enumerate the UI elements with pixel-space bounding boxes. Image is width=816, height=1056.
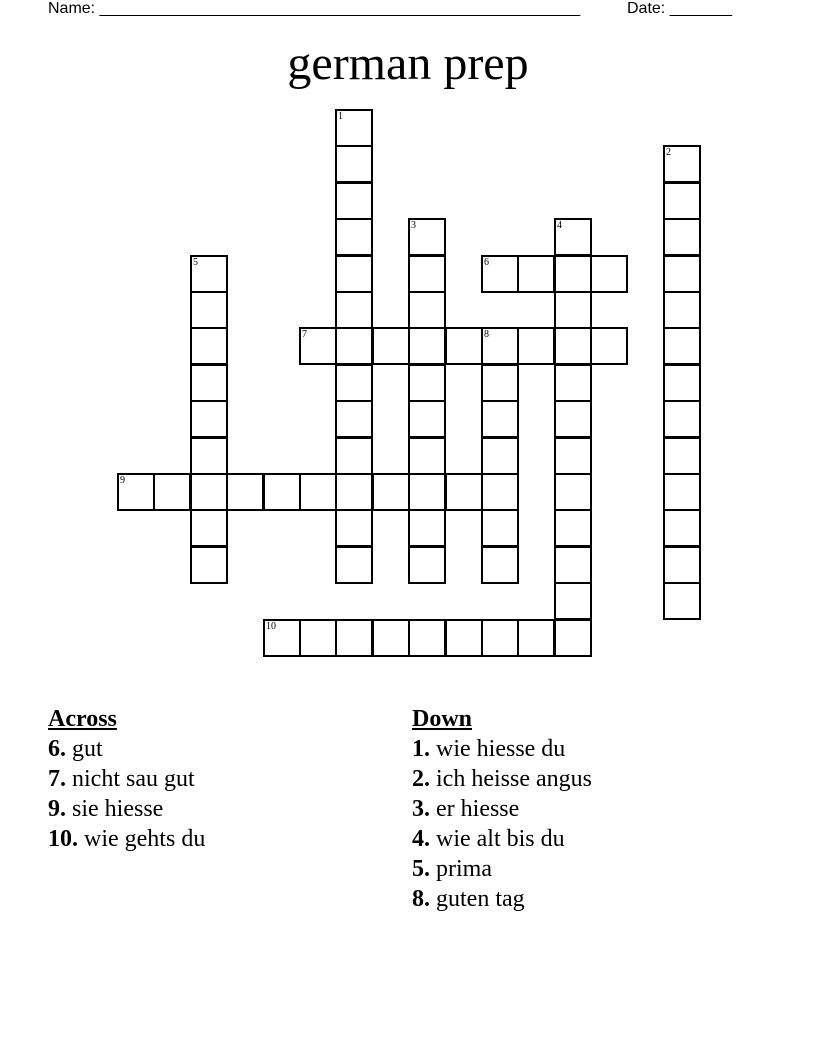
clue-text: wie alt bis du — [436, 826, 565, 852]
clue-down — [412, 734, 592, 764]
grid-cell[interactable] — [663, 291, 701, 329]
cell-number: 1 — [338, 111, 343, 122]
clue-number: 8. — [412, 886, 430, 912]
grid-cell[interactable] — [408, 255, 446, 293]
grid-cell[interactable] — [663, 327, 701, 365]
grid-cell[interactable] — [335, 182, 373, 220]
date-field: Date: _______ — [627, 0, 732, 17]
grid-cell[interactable] — [554, 473, 592, 511]
grid-cell[interactable] — [663, 400, 701, 438]
grid-cell[interactable] — [554, 582, 592, 620]
grid-cell[interactable] — [517, 255, 555, 293]
cell-number: 3 — [411, 220, 416, 231]
grid-cell[interactable] — [554, 364, 592, 402]
grid-cell[interactable] — [517, 327, 555, 365]
grid-cell[interactable] — [663, 218, 701, 256]
grid-cell[interactable] — [408, 400, 446, 438]
grid-cell[interactable] — [554, 255, 592, 293]
grid-cell[interactable] — [226, 473, 264, 511]
clue-text: er hiesse — [436, 796, 520, 822]
grid-cell[interactable] — [408, 218, 446, 256]
grid-cell[interactable] — [481, 509, 519, 547]
grid-cell[interactable] — [408, 291, 446, 329]
grid-cell[interactable] — [590, 327, 628, 365]
clue-text: wie gehts du — [84, 826, 206, 852]
grid-cell[interactable] — [481, 473, 519, 511]
grid-cell[interactable] — [335, 218, 373, 256]
grid-cell[interactable] — [335, 619, 373, 657]
down-heading: Down — [412, 706, 473, 732]
clue-number: 7. — [48, 766, 66, 792]
grid-cell[interactable] — [517, 619, 555, 657]
grid-cell[interactable] — [263, 619, 301, 657]
clue-across — [48, 824, 205, 854]
cell-number: 7 — [302, 329, 307, 340]
cell-number: 4 — [557, 220, 562, 231]
grid-cell[interactable] — [445, 619, 483, 657]
grid-cell[interactable] — [481, 364, 519, 402]
grid-cell[interactable] — [335, 546, 373, 584]
clue-text: wie hiesse du — [436, 736, 566, 762]
grid-cell[interactable] — [554, 400, 592, 438]
grid-cell[interactable] — [445, 327, 483, 365]
clue-text: prima — [436, 856, 492, 882]
clue-number: 10. — [48, 826, 78, 852]
grid-cell[interactable] — [299, 327, 337, 365]
grid-cell[interactable] — [481, 255, 519, 293]
cell-number: 6 — [484, 257, 489, 268]
grid-cell[interactable] — [335, 291, 373, 329]
cell-number: 8 — [484, 329, 489, 340]
grid-cell[interactable] — [335, 364, 373, 402]
clue-number: 3. — [412, 796, 430, 822]
grid-cell[interactable] — [408, 364, 446, 402]
grid-cell[interactable] — [554, 509, 592, 547]
grid-cell[interactable] — [554, 437, 592, 475]
cell-number: 2 — [666, 147, 671, 158]
grid-cell[interactable] — [481, 437, 519, 475]
grid-cell[interactable] — [190, 255, 228, 293]
clue-text: nicht sau gut — [72, 766, 195, 792]
clue-text: gut — [72, 736, 103, 762]
grid-cell[interactable] — [445, 473, 483, 511]
grid-cell[interactable] — [663, 255, 701, 293]
clue-text: ich heisse angus — [436, 766, 592, 792]
clue-down — [412, 764, 592, 794]
clue-across — [48, 734, 205, 764]
grid-cell[interactable] — [335, 437, 373, 475]
clue-number: 5. — [412, 856, 430, 882]
clue-number: 1. — [412, 736, 430, 762]
grid-cell[interactable] — [190, 509, 228, 547]
clue-number: 2. — [412, 766, 430, 792]
grid-cell[interactable] — [554, 327, 592, 365]
grid-cell[interactable] — [335, 327, 373, 365]
clue-text: guten tag — [436, 886, 525, 912]
grid-cell[interactable] — [554, 546, 592, 584]
grid-cell[interactable] — [408, 327, 446, 365]
grid-cell[interactable] — [299, 619, 337, 657]
grid-cell[interactable] — [335, 109, 373, 147]
clue-across — [48, 764, 205, 794]
grid-cell[interactable] — [263, 473, 301, 511]
grid-cell[interactable] — [481, 546, 519, 584]
across-heading: Across — [48, 706, 117, 732]
clue-down — [412, 884, 592, 914]
grid-cell[interactable] — [117, 473, 155, 511]
grid-cell[interactable] — [663, 364, 701, 402]
grid-cell[interactable] — [663, 509, 701, 547]
grid-cell[interactable] — [335, 509, 373, 547]
grid-cell[interactable] — [372, 619, 410, 657]
clue-number: 4. — [412, 826, 430, 852]
clue-number: 9. — [48, 796, 66, 822]
grid-cell[interactable] — [190, 546, 228, 584]
grid-cell[interactable] — [335, 400, 373, 438]
grid-cell[interactable] — [663, 582, 701, 620]
grid-cell[interactable] — [408, 509, 446, 547]
grid-cell[interactable] — [299, 473, 337, 511]
grid-cell[interactable] — [190, 437, 228, 475]
grid-cell[interactable] — [554, 291, 592, 329]
clue-number: 6. — [48, 736, 66, 762]
grid-cell[interactable] — [663, 437, 701, 475]
grid-cell[interactable] — [190, 400, 228, 438]
grid-cell[interactable] — [372, 473, 410, 511]
grid-cell[interactable] — [408, 437, 446, 475]
grid-cell[interactable] — [663, 546, 701, 584]
cell-number: 5 — [193, 257, 198, 268]
grid-cell[interactable] — [481, 327, 519, 365]
clue-across — [48, 794, 205, 824]
grid-cell[interactable] — [335, 255, 373, 293]
clue-down — [412, 794, 592, 824]
grid-cell[interactable] — [408, 473, 446, 511]
grid-cell[interactable] — [190, 327, 228, 365]
grid-cell[interactable] — [190, 291, 228, 329]
grid-cell[interactable] — [554, 218, 592, 256]
grid-cell[interactable] — [408, 546, 446, 584]
grid-cell[interactable] — [663, 145, 701, 183]
grid-cell[interactable] — [408, 619, 446, 657]
grid-cell[interactable] — [190, 364, 228, 402]
clue-text: sie hiesse — [72, 796, 164, 822]
grid-cell[interactable] — [153, 473, 191, 511]
grid-cell[interactable] — [190, 473, 228, 511]
grid-cell[interactable] — [335, 145, 373, 183]
name-field: Name: ______________________________________________________ — [48, 0, 581, 17]
grid-cell[interactable] — [663, 182, 701, 220]
grid-cell[interactable] — [372, 327, 410, 365]
grid-cell[interactable] — [481, 400, 519, 438]
grid-cell[interactable] — [590, 255, 628, 293]
cell-number: 10 — [266, 621, 276, 632]
grid-cell[interactable] — [335, 473, 373, 511]
down-clues — [412, 704, 592, 914]
grid-cell[interactable] — [481, 619, 519, 657]
clue-down — [412, 854, 592, 884]
across-clues — [48, 704, 205, 854]
page-title: german prep — [287, 37, 529, 90]
grid-cell[interactable] — [554, 619, 592, 657]
cell-number: 9 — [120, 475, 125, 486]
clue-down — [412, 824, 592, 854]
grid-cell[interactable] — [663, 473, 701, 511]
